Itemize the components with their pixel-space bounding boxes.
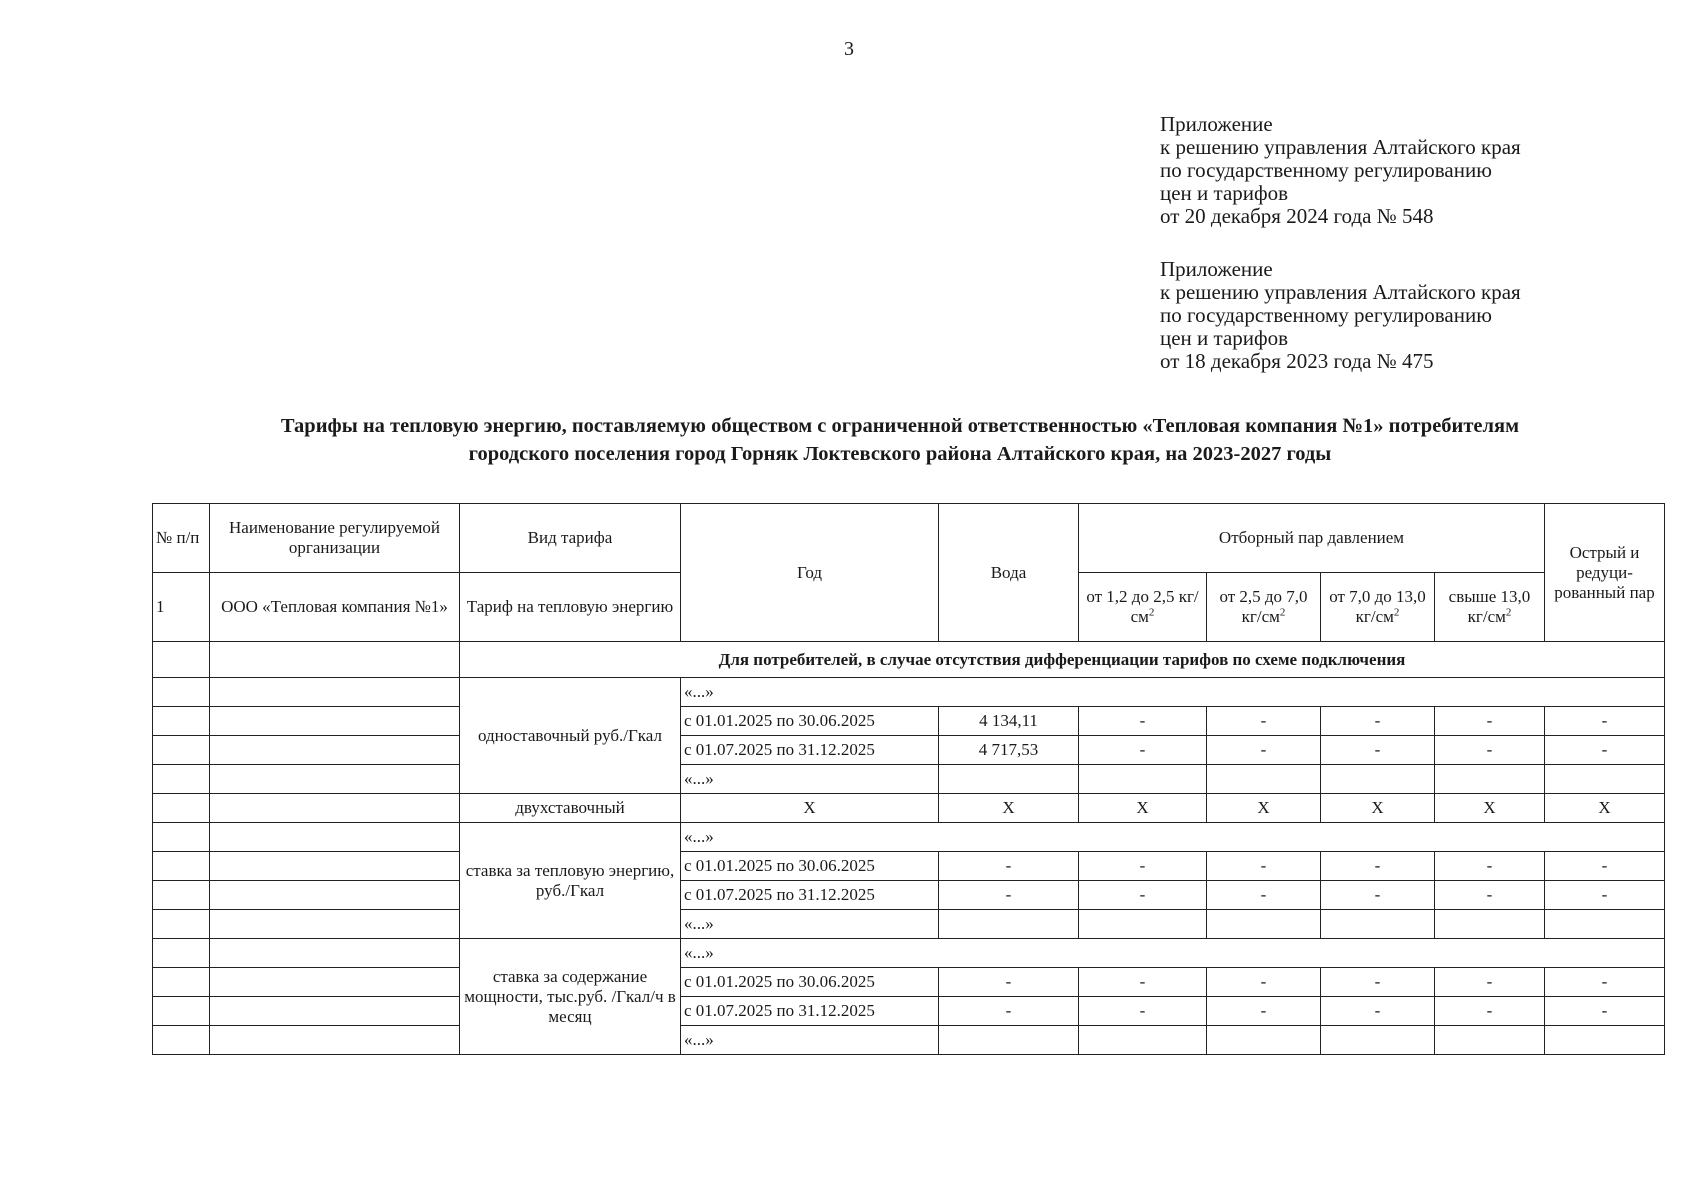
cell bbox=[1321, 1026, 1435, 1055]
dash-cell: - bbox=[1435, 736, 1545, 765]
table-row bbox=[153, 939, 1665, 968]
dash-cell: - bbox=[1079, 707, 1207, 736]
cell bbox=[153, 823, 210, 852]
dash-cell: - bbox=[939, 997, 1079, 1026]
dash-cell: - bbox=[1545, 997, 1665, 1026]
cell bbox=[153, 678, 210, 707]
header-steam-4 bbox=[1435, 573, 1545, 642]
cell bbox=[1079, 1026, 1207, 1055]
cell bbox=[153, 794, 210, 823]
dash-cell: - bbox=[1321, 707, 1435, 736]
document-title-line: Тарифы на тепловую энергию, поставляемую обществом с ограниченной ответственностью «Тепловая компания №1» потребителям bbox=[280, 415, 1520, 437]
cell bbox=[210, 852, 460, 881]
cell bbox=[939, 765, 1079, 794]
cell bbox=[1435, 1026, 1545, 1055]
page-number: 3 bbox=[844, 38, 854, 60]
table-row bbox=[153, 881, 1665, 910]
appendix-line: цен и тарифов bbox=[1160, 181, 1289, 205]
capacity-rate-label: ставка за содержание мощности, тыс.руб. /Гкал/ч в месяц bbox=[460, 939, 681, 1055]
single-rate-label: одноставочный руб./Гкал bbox=[460, 678, 681, 794]
cell bbox=[153, 997, 210, 1026]
cell bbox=[939, 910, 1079, 939]
x-cell: X bbox=[1545, 794, 1665, 823]
table-row bbox=[153, 736, 1665, 765]
header-year: Год bbox=[681, 504, 939, 642]
ellipsis: «...» bbox=[681, 678, 1665, 707]
ellipsis: «...» bbox=[681, 765, 939, 794]
cell bbox=[153, 736, 210, 765]
cell bbox=[153, 910, 210, 939]
period-cell: с 01.01.2025 по 30.06.2025 bbox=[681, 707, 939, 736]
dash-cell: - bbox=[1321, 881, 1435, 910]
cell bbox=[153, 765, 210, 794]
dash-cell: - bbox=[1321, 852, 1435, 881]
cell bbox=[1207, 765, 1321, 794]
appendix-note-current bbox=[1160, 113, 1521, 228]
header-row bbox=[153, 504, 1665, 573]
ellipsis: «...» bbox=[681, 910, 939, 939]
header-tariff-type: Вид тарифа bbox=[460, 504, 681, 573]
dash-cell: - bbox=[1207, 997, 1321, 1026]
dash-cell: - bbox=[1321, 997, 1435, 1026]
cell bbox=[153, 881, 210, 910]
appendix-line: к решению управления Алтайского края bbox=[1160, 135, 1521, 159]
dash-cell: - bbox=[1435, 852, 1545, 881]
document-title-line: городского поселения город Горняк Локтевского района Алтайского края, на 2023-2027 годы bbox=[468, 443, 1332, 465]
dash-cell: - bbox=[1207, 736, 1321, 765]
table-row bbox=[153, 968, 1665, 997]
superscript: 2 bbox=[1279, 606, 1286, 619]
cell bbox=[210, 823, 460, 852]
cell bbox=[210, 910, 460, 939]
cell bbox=[210, 1026, 460, 1055]
x-cell: X bbox=[1435, 794, 1545, 823]
header-steam-3 bbox=[1321, 573, 1435, 642]
table-row bbox=[153, 852, 1665, 881]
appendix-line: от 20 декабря 2024 года № 548 bbox=[1160, 204, 1434, 228]
table-row bbox=[153, 707, 1665, 736]
x-cell: X bbox=[939, 794, 1079, 823]
cell bbox=[1321, 765, 1435, 794]
period-cell: с 01.01.2025 по 30.06.2025 bbox=[681, 852, 939, 881]
cell bbox=[1321, 910, 1435, 939]
tariff-table bbox=[152, 503, 1665, 1055]
dash-cell: - bbox=[1079, 852, 1207, 881]
ellipsis: «...» bbox=[681, 1026, 939, 1055]
cell bbox=[153, 968, 210, 997]
appendix-line: к решению управления Алтайского края bbox=[1160, 280, 1521, 304]
header-steam-1 bbox=[1079, 573, 1207, 642]
superscript: 2 bbox=[1148, 606, 1155, 619]
appendix-note-original bbox=[1160, 258, 1521, 373]
header-steam-1-text: от 1,2 до 2,5 кг/см bbox=[1086, 587, 1199, 626]
x-cell: X bbox=[1207, 794, 1321, 823]
superscript: 2 bbox=[1505, 606, 1512, 619]
table-row bbox=[153, 997, 1665, 1026]
water-value: 4 134,11 bbox=[939, 707, 1079, 736]
dash-cell: - bbox=[1545, 736, 1665, 765]
cell bbox=[1207, 910, 1321, 939]
cell bbox=[939, 1026, 1079, 1055]
appendix-line: Приложение bbox=[1160, 257, 1273, 281]
cell bbox=[1545, 765, 1665, 794]
cell bbox=[1545, 1026, 1665, 1055]
org-name: ООО «Тепловая компания №1» bbox=[210, 573, 460, 642]
cell bbox=[210, 968, 460, 997]
cell bbox=[210, 794, 460, 823]
dash-cell: - bbox=[939, 968, 1079, 997]
dash-cell: - bbox=[1079, 736, 1207, 765]
dash-cell: - bbox=[1545, 881, 1665, 910]
dash-cell: - bbox=[1435, 707, 1545, 736]
cell bbox=[153, 939, 210, 968]
cell bbox=[210, 765, 460, 794]
org-number: 1 bbox=[153, 573, 210, 642]
heat-rate-label: ставка за тепловую энергию, руб./Гкал bbox=[460, 823, 681, 939]
document-title bbox=[150, 412, 1650, 468]
dash-cell: - bbox=[1321, 736, 1435, 765]
cell bbox=[1435, 910, 1545, 939]
dash-cell: - bbox=[1435, 968, 1545, 997]
dash-cell: - bbox=[939, 881, 1079, 910]
cell bbox=[153, 852, 210, 881]
header-steam-4-text: свыше 13,0 кг/см bbox=[1448, 587, 1531, 626]
cell bbox=[210, 707, 460, 736]
dash-cell: - bbox=[939, 852, 1079, 881]
header-num: № п/п bbox=[153, 504, 210, 573]
dash-cell: - bbox=[1321, 968, 1435, 997]
cell bbox=[1545, 910, 1665, 939]
ellipsis: «...» bbox=[681, 823, 1665, 852]
header-org: Наименование регулируемой организации bbox=[210, 504, 460, 573]
dash-cell: - bbox=[1545, 852, 1665, 881]
x-cell: X bbox=[681, 794, 939, 823]
org-tariff: Тариф на тепловую энергию bbox=[460, 573, 681, 642]
dash-cell: - bbox=[1435, 997, 1545, 1026]
cell bbox=[153, 707, 210, 736]
cell bbox=[153, 1026, 210, 1055]
header-water: Вода bbox=[939, 504, 1079, 642]
dash-cell: - bbox=[1435, 881, 1545, 910]
cell bbox=[1079, 765, 1207, 794]
cell bbox=[210, 997, 460, 1026]
dash-cell: - bbox=[1207, 852, 1321, 881]
two-rate-label: двухставочный bbox=[460, 794, 681, 823]
table-row bbox=[153, 823, 1665, 852]
appendix-line: по государственному регулированию bbox=[1160, 158, 1492, 182]
cell bbox=[1207, 1026, 1321, 1055]
appendix-line: от 18 декабря 2023 года № 475 bbox=[1160, 349, 1434, 373]
header-steam: Отборный пар давлением bbox=[1079, 504, 1545, 573]
cell bbox=[210, 736, 460, 765]
dash-cell: - bbox=[1207, 881, 1321, 910]
dash-cell: - bbox=[1207, 707, 1321, 736]
table-row bbox=[153, 910, 1665, 939]
cell bbox=[210, 678, 460, 707]
cell bbox=[153, 642, 210, 678]
cell bbox=[1079, 910, 1207, 939]
header-steam-2-text: от 2,5 до 7,0 кг/см bbox=[1219, 587, 1308, 626]
table-row bbox=[153, 1026, 1665, 1055]
dash-cell: - bbox=[1545, 968, 1665, 997]
dash-cell: - bbox=[1079, 881, 1207, 910]
header-steam-3-text: от 7,0 до 13,0 кг/см bbox=[1329, 587, 1426, 626]
cell bbox=[210, 642, 460, 678]
appendix-line: цен и тарифов bbox=[1160, 326, 1289, 350]
dash-cell: - bbox=[1079, 997, 1207, 1026]
period-cell: с 01.07.2025 по 31.12.2025 bbox=[681, 997, 939, 1026]
cell bbox=[210, 881, 460, 910]
period-cell: с 01.01.2025 по 30.06.2025 bbox=[681, 968, 939, 997]
dash-cell: - bbox=[1545, 707, 1665, 736]
appendix-line: по государственному регулированию bbox=[1160, 303, 1492, 327]
header-steam-2 bbox=[1207, 573, 1321, 642]
dash-cell: - bbox=[1079, 968, 1207, 997]
water-value: 4 717,53 bbox=[939, 736, 1079, 765]
cell bbox=[210, 939, 460, 968]
section-row bbox=[153, 642, 1665, 678]
x-cell: X bbox=[1079, 794, 1207, 823]
table-row bbox=[153, 794, 1665, 823]
section-title: Для потребителей, в случае отсутствия дифференциации тарифов по схеме подключения bbox=[460, 642, 1665, 678]
ellipsis: «...» bbox=[681, 939, 1665, 968]
cell bbox=[1435, 765, 1545, 794]
table-row bbox=[153, 765, 1665, 794]
superscript: 2 bbox=[1393, 606, 1400, 619]
appendix-line: Приложение bbox=[1160, 112, 1273, 136]
dash-cell: - bbox=[1207, 968, 1321, 997]
period-cell: с 01.07.2025 по 31.12.2025 bbox=[681, 881, 939, 910]
period-cell: с 01.07.2025 по 31.12.2025 bbox=[681, 736, 939, 765]
table-row bbox=[153, 678, 1665, 707]
x-cell: X bbox=[1321, 794, 1435, 823]
header-sharp-steam: Острый и редуци-рованный пар bbox=[1545, 504, 1665, 642]
